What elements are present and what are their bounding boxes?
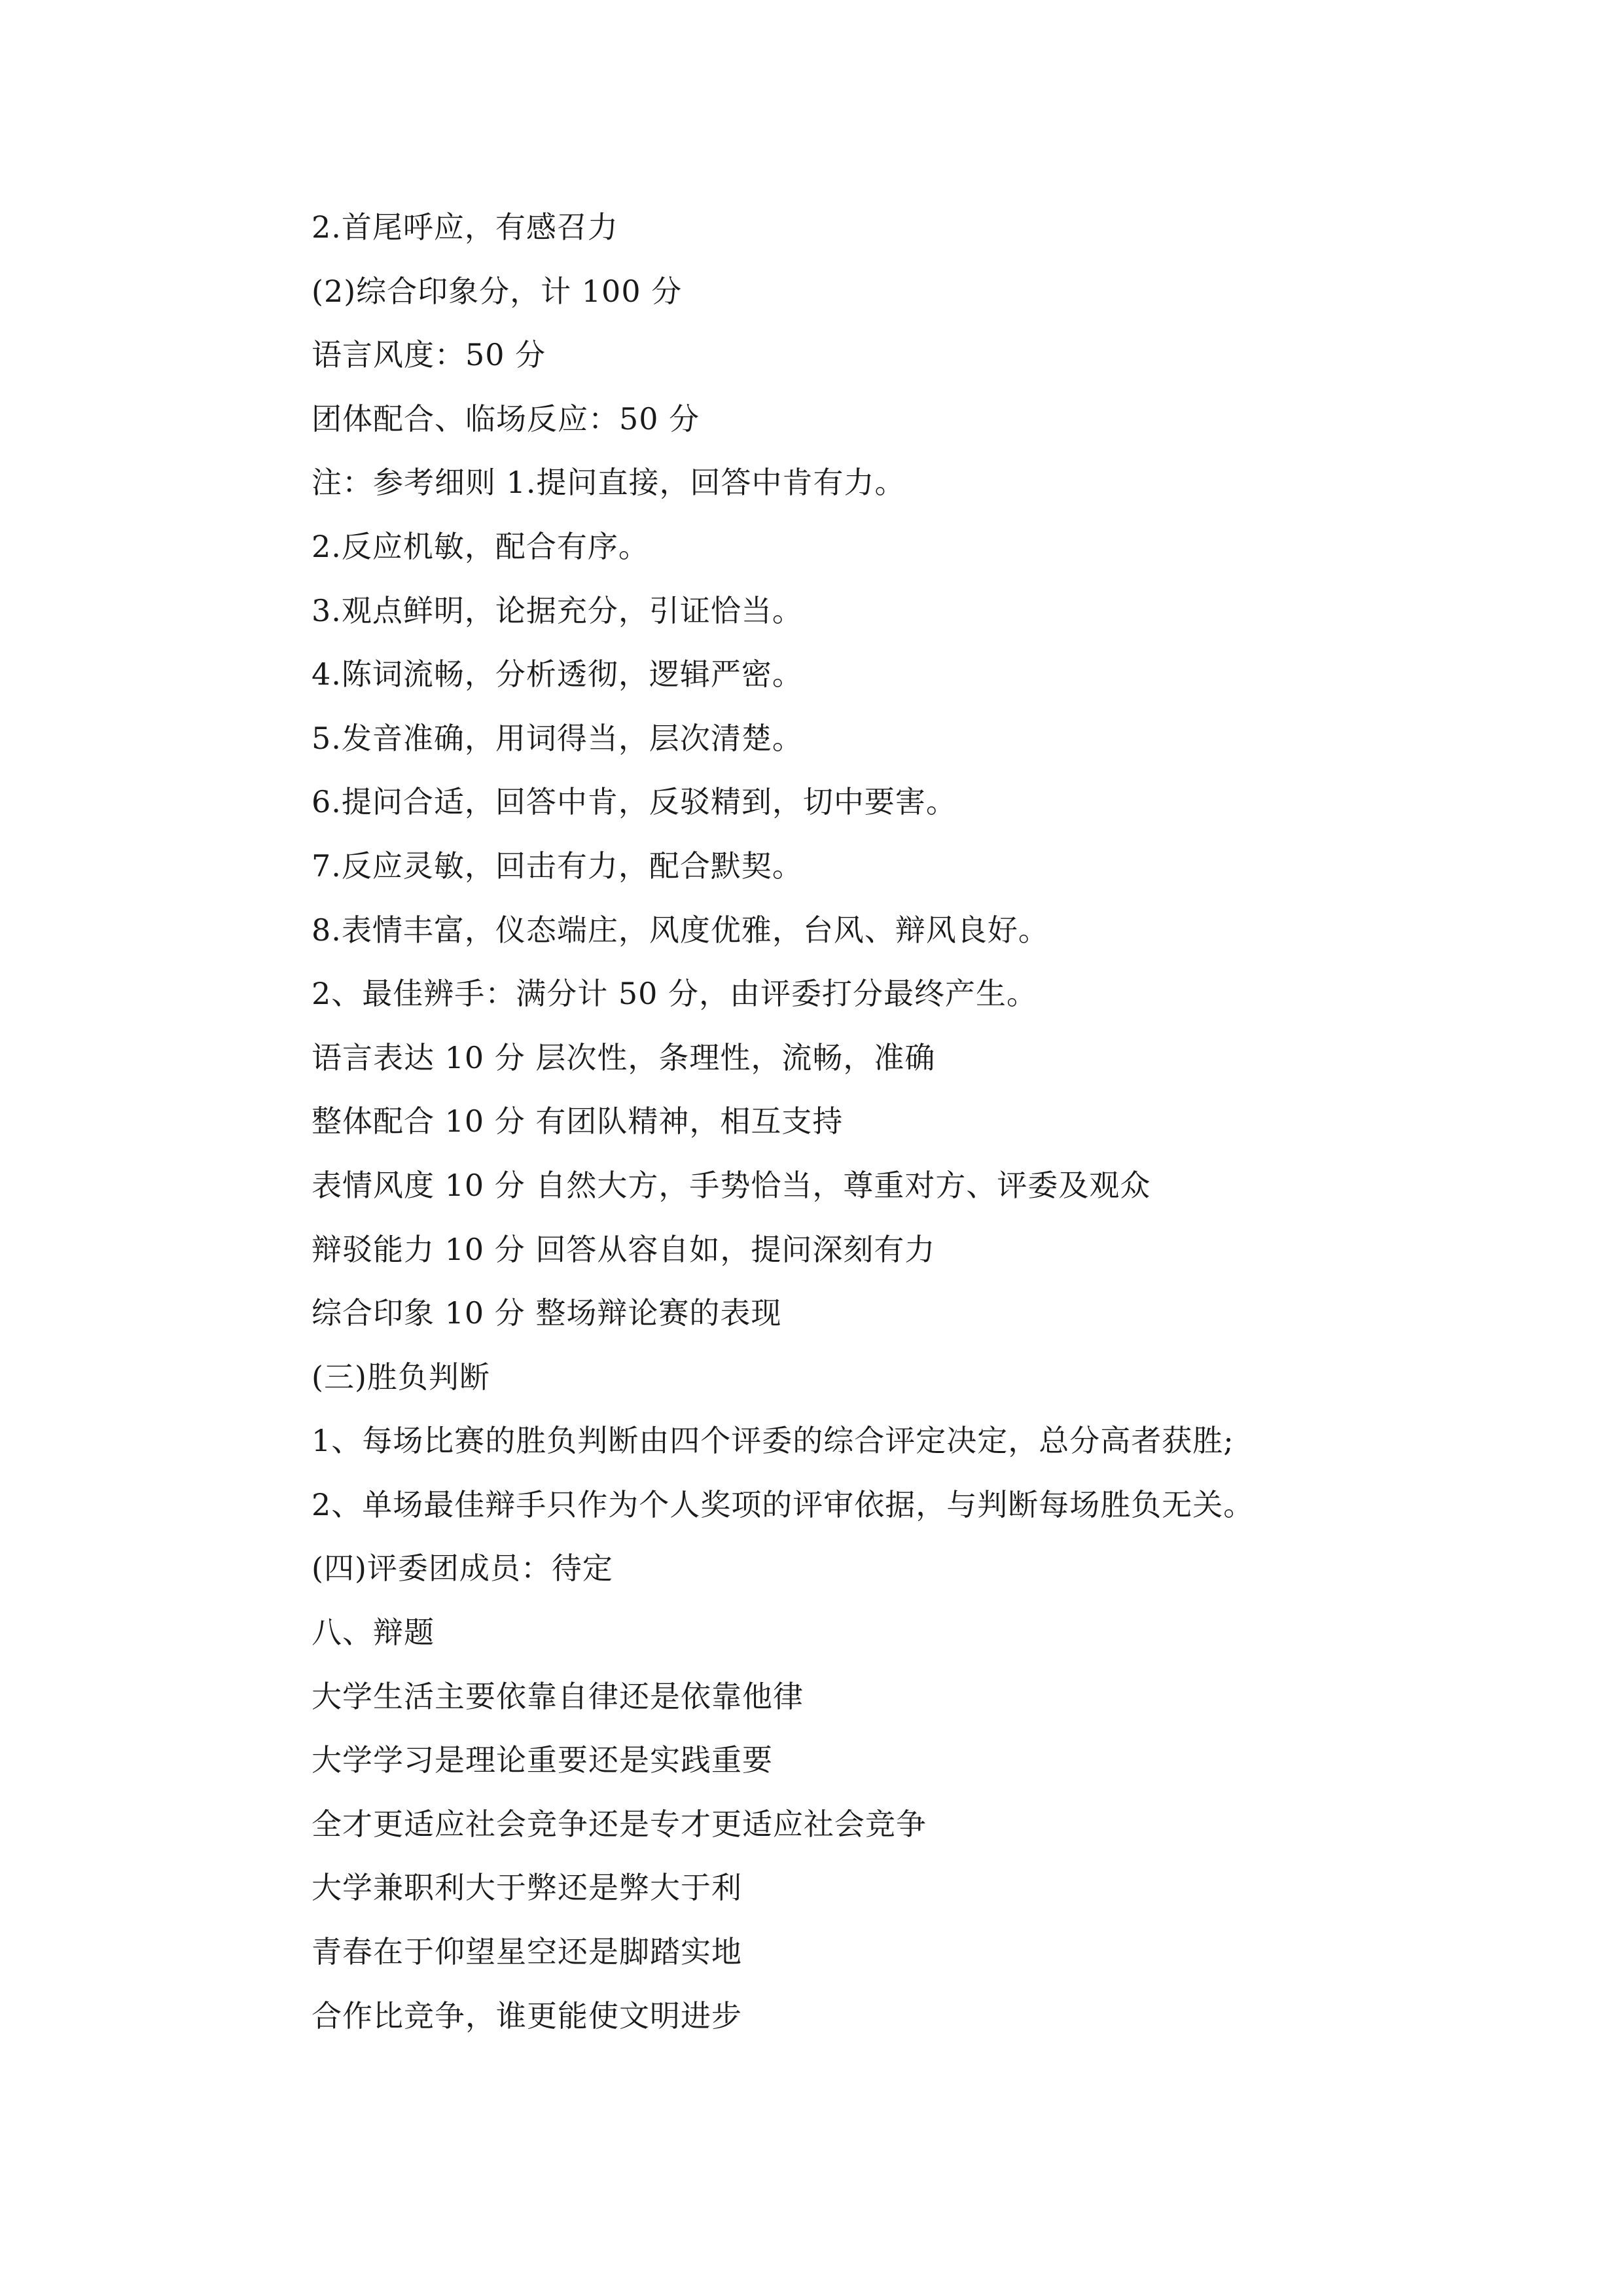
text-line: 辩驳能力 10 分 回答从容自如，提问深刻有力 [312,1231,936,1267]
section-heading: (四)评委团成员：待定 [312,1551,613,1587]
text-line: 7.反应灵敏，回击有力，配合默契。 [312,848,803,884]
text-line: 综合印象 10 分 整场辩论赛的表现 [312,1295,782,1331]
text-line: 表情风度 10 分 自然大方，手势恰当，尊重对方、评委及观众 [312,1167,1151,1203]
text-line: 语言风度：50 分 [312,337,546,373]
topic-line: 青春在于仰望星空还是脚踏实地 [312,1934,742,1970]
section-heading: 八、辩题 [312,1615,435,1651]
text-line: 团体配合、临场反应：50 分 [312,401,700,437]
topic-line: 大学生活主要依靠自律还是依靠他律 [312,1678,804,1714]
text-line: 6.提问合适，回答中肯，反驳精到，切中要害。 [312,784,957,820]
document-body [312,204,1372,2056]
text-line: 5.发音准确，用词得当，层次清楚。 [312,720,803,756]
text-line: 2.反应机敏，配合有序。 [312,528,649,564]
text-line: (2)综合印象分，计 100 分 [312,273,683,309]
text-line: 2、最佳辨手：满分计 50 分，由评委打分最终产生。 [312,976,1038,1012]
section-heading: (三)胜负判断 [312,1359,490,1395]
topic-line: 大学学习是理论重要还是实践重要 [312,1742,773,1778]
text-line: 语言表达 10 分 层次性，条理性，流畅，准确 [312,1039,936,1075]
text-line: 8.表情丰富，仪态端庄，风度优雅，台风、辩风良好。 [312,912,1049,948]
text-line: 注：参考细则 1.提问直接，回答中肯有力。 [312,465,906,501]
text-line: 3.观点鲜明，论据充分，引证恰当。 [312,592,803,628]
topic-line: 全才更适应社会竞争还是专才更适应社会竞争 [312,1806,927,1842]
topic-line: 大学兼职利大于弊还是弊大于利 [312,1870,742,1906]
text-line: 4.陈词流畅，分析透彻，逻辑严密。 [312,656,803,692]
text-line: 整体配合 10 分 有团队精神，相互支持 [312,1103,844,1139]
text-line: 2.首尾呼应，有感召力 [312,209,618,245]
text-line: 1、每场比赛的胜负判断由四个评委的综合评定决定，总分高者获胜; [312,1423,1234,1459]
topic-line: 合作比竞争，谁更能使文明进步 [312,1998,742,2034]
text-line: 2、单场最佳辩手只作为个人奖项的评审依据，与判断每场胜负无关。 [312,1486,1255,1522]
